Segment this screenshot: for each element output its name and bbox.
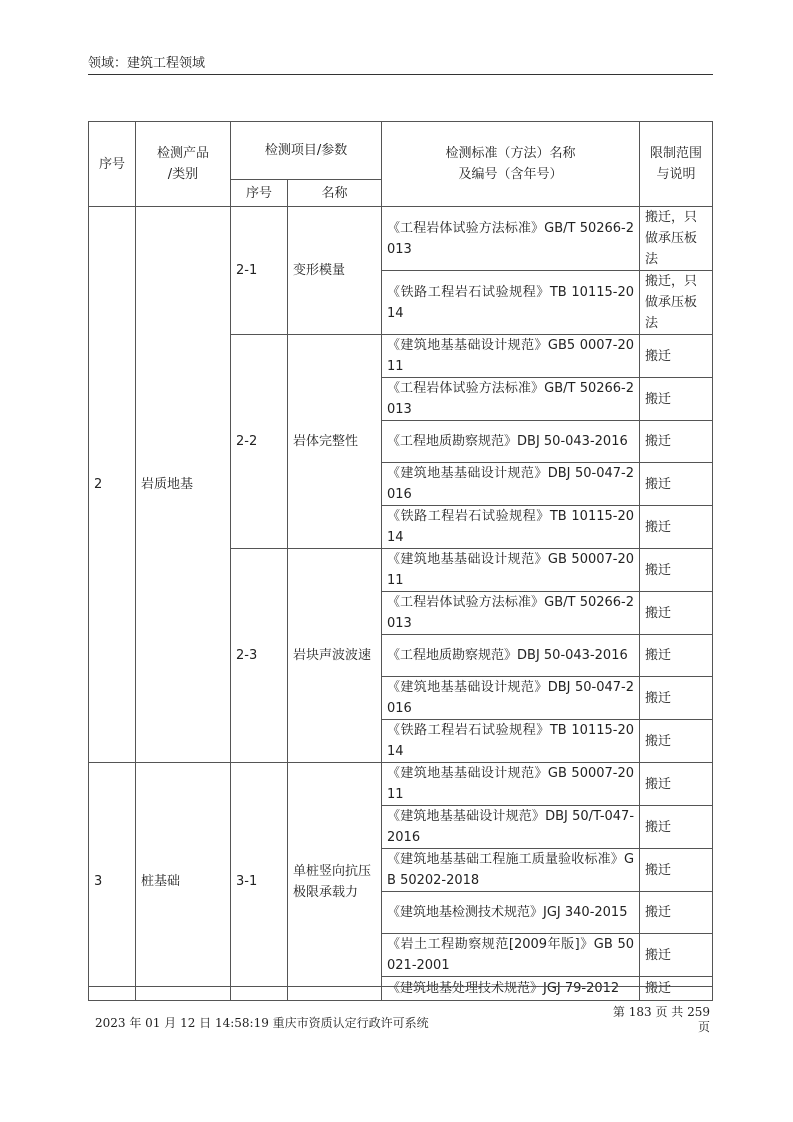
item-name: 单桩竖向抗压极限承载力 [288, 763, 382, 1001]
standard-cell: 《建筑地基基础设计规范》DBJ 50/T-047-2016 [382, 806, 640, 849]
header-product: 检测产品 /类别 [136, 122, 231, 207]
group-product: 岩质地基 [136, 207, 231, 763]
item-seq: 2-2 [231, 335, 288, 549]
group-seq: 3 [89, 763, 136, 1001]
item-name: 变形模量 [288, 207, 382, 335]
standard-cell: 《工程地质勘察规范》DBJ 50-043-2016 [382, 635, 640, 677]
limit-cell: 搬迁 [640, 335, 713, 378]
footer-divider [88, 986, 713, 987]
header-item-group: 检测项目/参数 [231, 122, 382, 180]
limit-cell: 搬迁 [640, 421, 713, 463]
standard-cell: 《工程岩体试验方法标准》GB/T 50266-2013 [382, 378, 640, 421]
table-row [89, 763, 713, 806]
item-name: 岩块声波波速 [288, 549, 382, 763]
header-limit: 限制范围 与说明 [640, 122, 713, 207]
limit-cell: 搬迁 [640, 592, 713, 635]
standard-cell: 《建筑地基基础设计规范》DBJ 50-047-2016 [382, 463, 640, 506]
standard-cell: 《建筑地基检测技术规范》JGJ 340-2015 [382, 892, 640, 934]
header-item-name: 名称 [288, 180, 382, 207]
limit-cell: 搬迁 [640, 677, 713, 720]
standard-cell: 《岩土工程勘察规范[2009年版]》GB 50021-2001 [382, 934, 640, 977]
standard-cell: 《铁路工程岩石试验规程》TB 10115-2014 [382, 271, 640, 335]
limit-cell: 搬迁 [640, 549, 713, 592]
standard-cell: 《建筑地基基础工程施工质量验收标准》GB 50202-2018 [382, 849, 640, 892]
standard-cell: 《建筑地基基础设计规范》DBJ 50-047-2016 [382, 677, 640, 720]
limit-cell: 搬迁 [640, 720, 713, 763]
standard-cell: 《建筑地基处理技术规范》JGJ 79-2012 [382, 977, 640, 1001]
limit-cell: 搬迁 [640, 892, 713, 934]
header-item-seq: 序号 [231, 180, 288, 207]
limit-cell: 搬迁 [640, 806, 713, 849]
footer-page-number: 第 183 页 共 259 页 [612, 1005, 710, 1034]
limit-cell: 搬迁，只做承压板法 [640, 207, 713, 271]
table-row [89, 207, 713, 271]
item-seq: 2-3 [231, 549, 288, 763]
limit-cell: 搬迁 [640, 934, 713, 977]
page-header: 领域：建筑工程领域 [88, 56, 713, 75]
limit-cell: 搬迁 [640, 849, 713, 892]
limit-cell: 搬迁 [640, 506, 713, 549]
item-seq: 2-1 [231, 207, 288, 335]
group-product: 桩基础 [136, 763, 231, 1001]
limit-cell: 搬迁 [640, 977, 713, 1001]
standard-cell: 《铁路工程岩石试验规程》TB 10115-2014 [382, 720, 640, 763]
limit-cell: 搬迁，只做承压板法 [640, 271, 713, 335]
group-seq: 2 [89, 207, 136, 763]
item-name: 岩体完整性 [288, 335, 382, 549]
limit-cell: 搬迁 [640, 635, 713, 677]
footer-timestamp: 2023 年 01 月 12 日 14:58:19 重庆市资质认定行政许可系统 [95, 1016, 429, 1030]
standard-cell: 《工程岩体试验方法标准》GB/T 50266-2013 [382, 592, 640, 635]
limit-cell: 搬迁 [640, 378, 713, 421]
standard-cell: 《建筑地基基础设计规范》GB 50007-2011 [382, 549, 640, 592]
standard-cell: 《铁路工程岩石试验规程》TB 10115-2014 [382, 506, 640, 549]
standard-cell: 《建筑地基基础设计规范》GB5 0007-2011 [382, 335, 640, 378]
limit-cell: 搬迁 [640, 763, 713, 806]
standard-cell: 《工程地质勘察规范》DBJ 50-043-2016 [382, 421, 640, 463]
standard-cell: 《建筑地基基础设计规范》GB 50007-2011 [382, 763, 640, 806]
header-seq: 序号 [89, 122, 136, 207]
header-standard: 检测标准（方法）名称 及编号（含年号） [382, 122, 640, 207]
limit-cell: 搬迁 [640, 463, 713, 506]
standard-cell: 《工程岩体试验方法标准》GB/T 50266-2013 [382, 207, 640, 271]
certification-scope-table [88, 121, 713, 1001]
item-seq: 3-1 [231, 763, 288, 1001]
